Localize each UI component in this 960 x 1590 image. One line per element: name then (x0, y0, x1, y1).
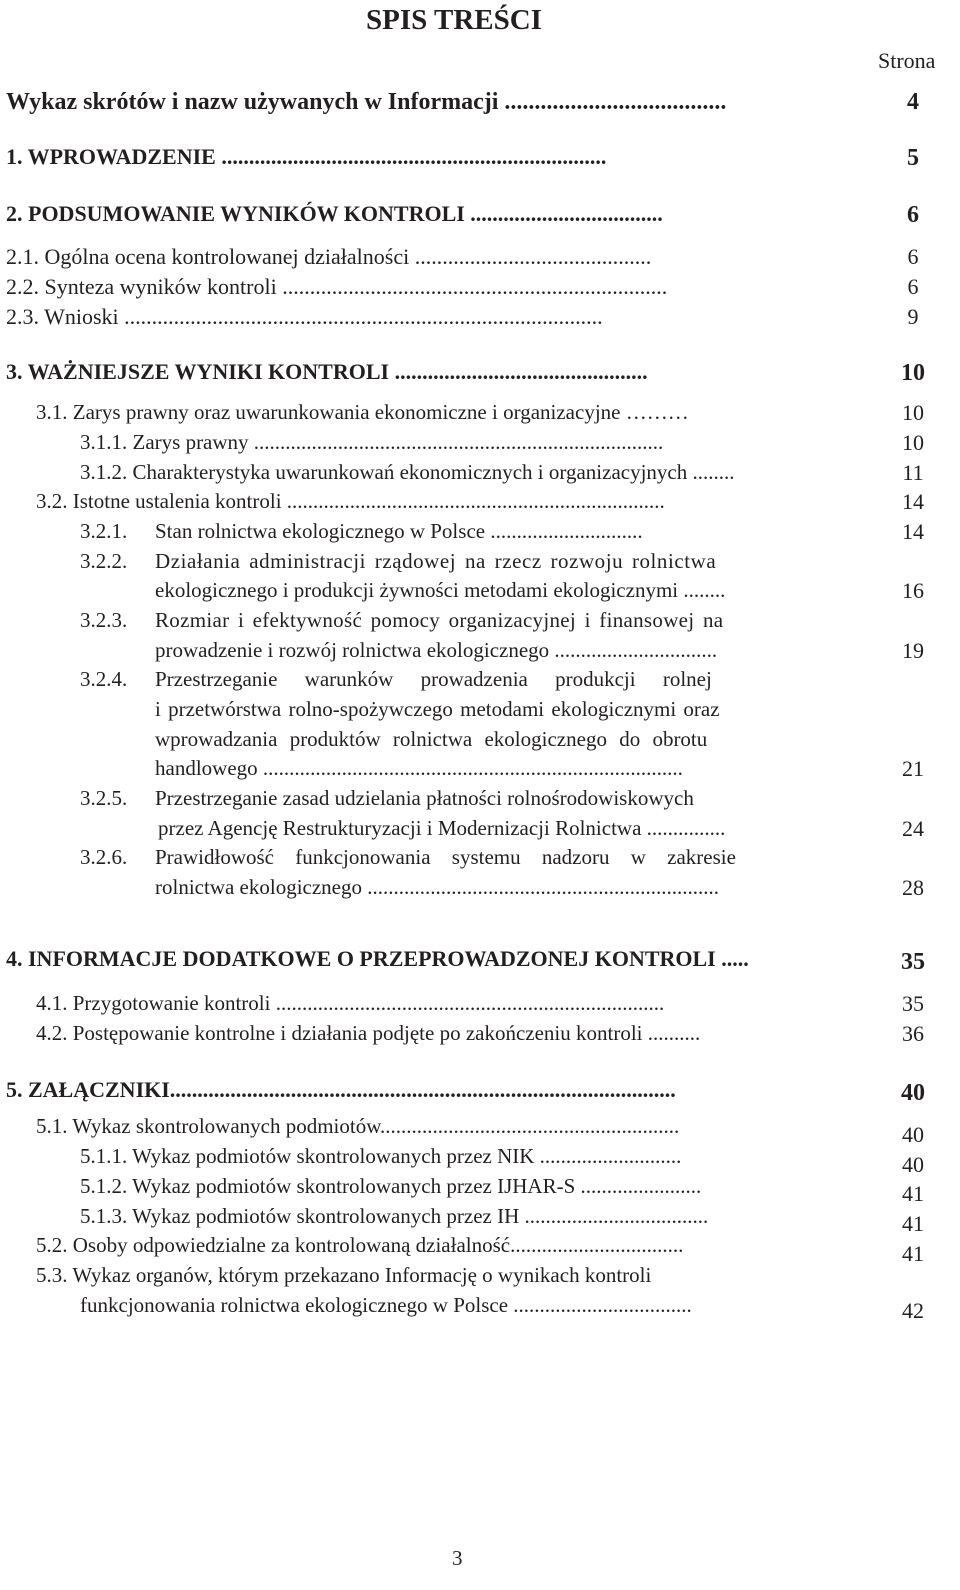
toc-entry[interactable]: 3.2. Istotne ustalenia kontroli ........................................................................ (36, 489, 665, 513)
toc-entry[interactable]: Działania administracji rządowej na rzecz rozwoju rolnictwa (155, 549, 717, 573)
toc-page-number: 41 (902, 1181, 924, 1206)
toc-page-number: 5 (907, 145, 919, 171)
footer-page-number: 3 (452, 1546, 463, 1570)
toc-page-number: 41 (902, 1211, 924, 1236)
toc-entry-abbreviations[interactable]: Wykaz skrótów i nazw używanych w Informacji ..................................... (6, 89, 727, 115)
toc-entry[interactable]: 3.1.2. Charakterystyka uwarunkowań ekonomicznych i organizacyjnych ........ (80, 460, 735, 484)
toc-page-number: 4 (907, 89, 919, 115)
toc-page-number: 10 (902, 430, 924, 455)
toc-entry-introduction[interactable]: 1. WPROWADZENIE ...................................................................... (6, 144, 607, 169)
toc-page-number: 9 (907, 304, 919, 329)
toc-entry[interactable]: Rozmiar i efektywność pomocy organizacyjnej i finansowej na (155, 608, 724, 632)
toc-entry-continuation: prowadzenie i rozwój rolnictwa ekologicznego ............................... (155, 638, 718, 662)
toc-entry-attachments[interactable]: 5. ZAŁĄCZNIKI............................................................................................ (6, 1077, 676, 1102)
toc-entry[interactable]: 2.3. Wnioski ....................................................................................... (6, 304, 603, 329)
toc-page-number: 40 (902, 1122, 924, 1147)
toc-entry[interactable]: 4.1. Przygotowanie kontroli .......................................................................... (36, 991, 665, 1015)
toc-entry-number: 3.2.3. (80, 608, 128, 632)
toc-entry-continuation: rolnictwa ekologicznego ................................................................... (155, 875, 720, 899)
toc-entry-continuation: funkcjonowania rolnictwa ekologicznego w Polsce .................................. (80, 1293, 692, 1317)
toc-entry[interactable]: 3.1. Zarys prawny oraz uwarunkowania ekonomiczne i organizacyjne ……… (36, 400, 689, 424)
page-column-header: Strona (878, 48, 936, 73)
toc-entry[interactable]: 5.1.3. Wykaz podmiotów skontrolowanych przez IH ................................... (80, 1204, 709, 1228)
toc-entry-continuation: i przetwórstwa rolno-spożywczego metodami ekologicznymi oraz (155, 697, 720, 721)
toc-entry-number: 3.2.1. (80, 519, 128, 543)
toc-page-number: 6 (907, 274, 919, 299)
toc-entry[interactable]: 2.2. Synteza wyników kontroli ...................................................................... (6, 274, 668, 299)
toc-entry[interactable]: Przestrzeganie warunków prowadzenia produkcji rolnej (155, 667, 712, 691)
toc-entry[interactable]: Prawidłowość funkcjonowania systemu nadzoru w zakresie (155, 845, 736, 869)
toc-entry-number: 3.2.5. (80, 786, 128, 810)
toc-page-number: 35 (901, 949, 925, 975)
toc-page-number: 10 (901, 360, 925, 386)
toc-page-number: 42 (902, 1298, 924, 1323)
toc-page-number: 21 (902, 756, 924, 781)
toc-entry-continuation: wprowadzania produktów rolnictwa ekologicznego do obrotu (155, 727, 708, 751)
toc-entry[interactable]: 5.2. Osoby odpowiedzialne za kontrolowaną działalność................................. (36, 1233, 684, 1257)
toc-entry[interactable]: 2.1. Ogólna ocena kontrolowanej działalności ........................................... (6, 244, 652, 269)
toc-entry-continuation: handlowego ................................................................................ (155, 756, 683, 780)
toc-entry[interactable]: 5.3. Wykaz organów, którym przekazano Informację o wynikach kontroli (36, 1263, 652, 1287)
toc-page-number: 35 (902, 991, 924, 1016)
page-title: SPIS TREŚCI (366, 4, 542, 36)
toc-page-number: 10 (902, 400, 924, 425)
toc-page-number: 41 (902, 1241, 924, 1266)
toc-page-number: 14 (902, 489, 924, 514)
toc-entry-number: 3.2.6. (80, 845, 128, 869)
toc-page-number: 11 (902, 460, 924, 485)
toc-entry[interactable]: 5.1. Wykaz skontrolowanych podmiotów......................................................... (36, 1114, 680, 1138)
toc-page-number: 40 (901, 1080, 925, 1106)
toc-entry-number: 3.2.2. (80, 549, 128, 573)
toc-entry[interactable]: 3.1.1. Zarys prawny .............................................................................. (80, 430, 664, 454)
toc-entry-continuation: przez Agencję Restrukturyzacji i Modernizacji Rolnictwa ............... (158, 816, 726, 840)
toc-page-number: 6 (907, 244, 919, 269)
toc-entry[interactable]: 5.1.1. Wykaz podmiotów skontrolowanych przez NIK ........................... (80, 1144, 682, 1168)
toc-page-number: 19 (902, 638, 924, 663)
toc-page-number: 6 (907, 202, 919, 228)
toc-entry[interactable]: 4.2. Postępowanie kontrolne i działania podjęte po zakończeniu kontroli .......... (36, 1021, 701, 1045)
toc-page-number: 16 (902, 578, 924, 603)
toc-page-number: 36 (902, 1021, 924, 1046)
toc-entry[interactable]: 5.1.2. Wykaz podmiotów skontrolowanych przez IJHAR-S ....................... (80, 1174, 702, 1198)
toc-page-number: 14 (902, 519, 924, 544)
toc-entry-continuation: ekologicznego i produkcji żywności metodami ekologicznymi ........ (155, 578, 726, 602)
toc-entry[interactable]: Stan rolnictwa ekologicznego w Polsce ............................. (155, 519, 643, 543)
toc-entry[interactable]: Przestrzeganie zasad udzielania płatności rolnośrodowiskowych (155, 786, 694, 810)
toc-page-number: 28 (902, 875, 924, 900)
toc-entry-number: 3.2.4. (80, 667, 128, 691)
toc-page-number: 24 (902, 816, 924, 841)
toc-entry-summary[interactable]: 2. PODSUMOWANIE WYNIKÓW KONTROLI ................................... (6, 201, 663, 226)
toc-entry-results[interactable]: 3. WAŻNIEJSZE WYNIKI KONTROLI .............................................. (6, 359, 648, 384)
toc-page-number: 40 (902, 1152, 924, 1177)
toc-entry-additional-info[interactable]: 4. INFORMACJE DODATKOWE O PRZEPROWADZONEJ KONTROLI ..... (6, 946, 749, 971)
